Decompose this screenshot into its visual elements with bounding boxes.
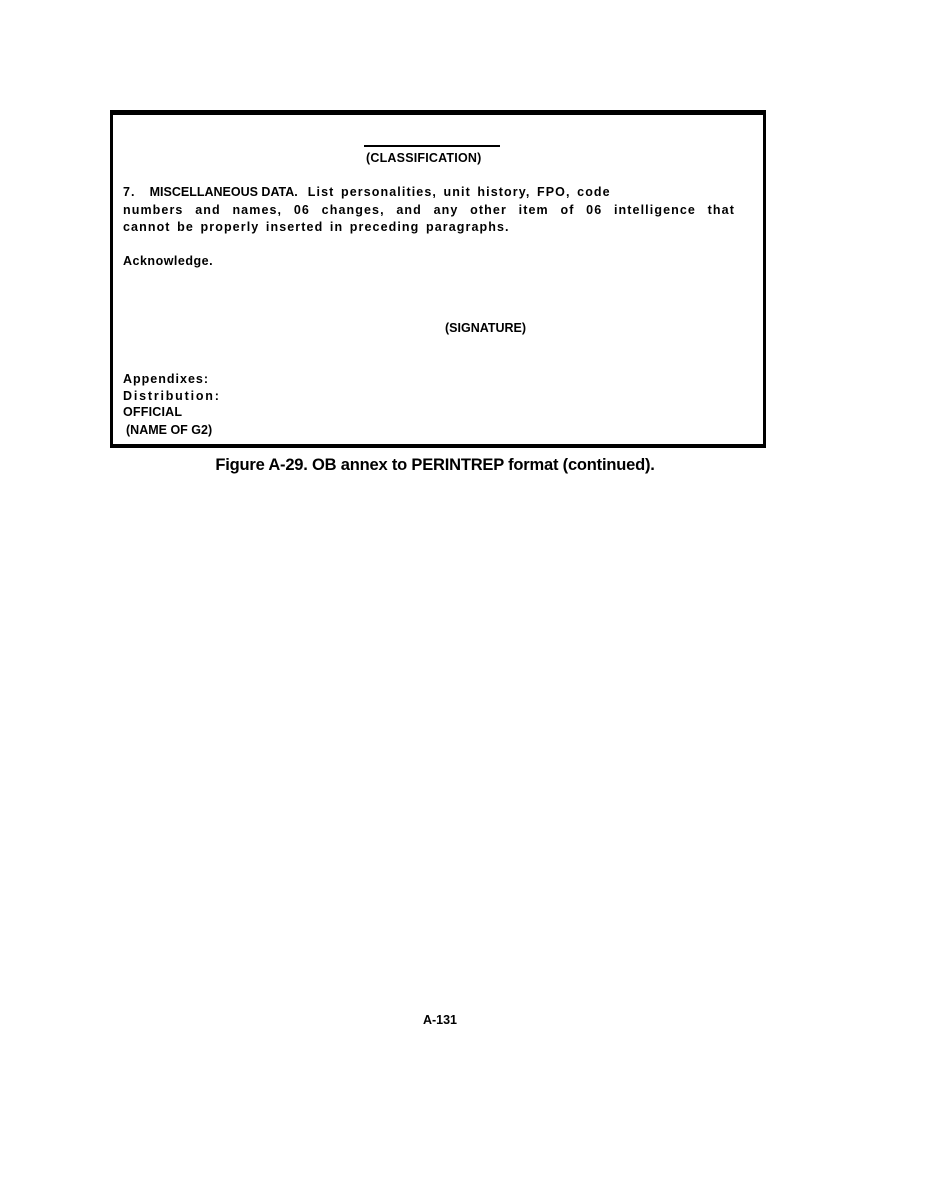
distribution-label: Distribution:: [123, 389, 221, 403]
paragraph-heading: MISCELLANEOUS DATA.: [149, 185, 298, 199]
paragraph-text-3: cannot be properly inserted in preceding paragraphs.: [123, 220, 510, 234]
name-of-g2-label: (NAME OF G2): [126, 423, 213, 437]
appendixes-label: Appendixes:: [123, 372, 210, 386]
paragraph-text-2: numbers and names, 06 changes, and any other item of 06 intelligence that: [123, 202, 735, 217]
paragraph-7: [123, 184, 735, 237]
signature-label: (SIGNATURE): [445, 321, 527, 335]
classification-rule: [364, 145, 500, 147]
official-label: OFFICIAL: [123, 405, 183, 419]
classification-label: (CLASSIFICATION): [366, 151, 482, 165]
acknowledge-text: Acknowledge.: [123, 254, 214, 268]
page-number: A-131: [422, 1013, 458, 1027]
figure-caption: Figure A-29. OB annex to PERINTREP format (continued).: [215, 456, 655, 474]
paragraph-line-1: [123, 184, 735, 202]
paragraph-text-1: List personalities, unit history, FPO, code: [307, 185, 611, 199]
paragraph-number: 7.: [123, 185, 136, 199]
